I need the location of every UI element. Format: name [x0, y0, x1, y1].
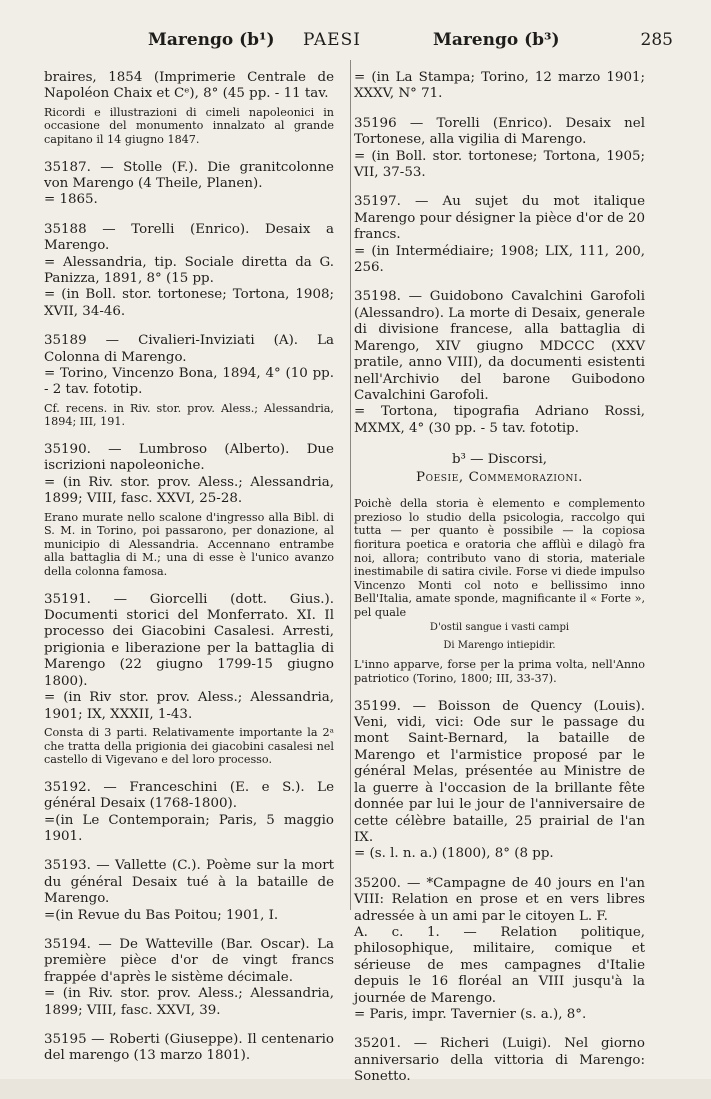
entry-note: Cf. recens. in Riv. stor. prov. Aless.; Alessandria, 1894; III, 191.: [44, 401, 334, 429]
bibliography-entry: [354, 70, 645, 103]
entry-text: 35197. — Au sujet du mot italique Marengo pour désigner la pièce d'or de 20 francs.: [354, 194, 645, 243]
entry-text: 35189 — Civalieri-Inviziati (A). La Colonna di Marengo.: [44, 333, 334, 365]
bibliography-entry: [44, 780, 334, 846]
quote-line: D'ostil sangue i vasti campi: [429, 622, 570, 634]
bibliography-entry: [44, 442, 334, 579]
quote-line: Di Marengo intiepidir.: [443, 640, 556, 652]
bibliography-entry: [354, 876, 645, 1024]
section-intro: Poichè della storia è elemento e complemento prezioso lo studio della psicologia, raccolgo qui tutta — per quanto è possibile — la copiosa fioritura poetica e oratoria che afflùì e dilagò fra noi, allora; contributo vano di storia, materiale inestimabile di satira civile. Forse vi diede impulso Vincenzo Monti col noto e bellissimo inno Bell'Italia, amate sponde, magnificante il « Forte », pel quale: [354, 497, 645, 619]
entry-text: 35188 — Torelli (Enrico). Desaix a Marengo.: [44, 221, 334, 254]
entry-publication: A. c. 1. — Relation politique, philosophique, militaire, comique et sérieuse de mes campagnes d'Italie depuis le 16 floréal an VIII jusqu'à la journée de Marengo.: [354, 924, 645, 1006]
column-divider: [350, 60, 351, 910]
entry-publication: =(in Le Contemporain; Paris, 5 maggio 1901.: [44, 812, 334, 844]
entry-publication: = (in La Stampa; Torino, 12 marzo 1901; XXXV, N° 71.: [354, 70, 645, 102]
bibliography-entry: [354, 1036, 645, 1085]
entry-text: braires, 1854 (Imprimerie Centrale de Napoléon Chaix et Cᵉ), 8° (45 pp. - 11 tav.: [44, 70, 334, 102]
entry-publication: = Alessandria, tip. Sociale diretta da G. Panizza, 1891, 8° (15 pp.: [44, 254, 334, 287]
bibliography-entry: [44, 333, 334, 429]
entry-text: 35198. — Guidobono Cavalchini Garofoli (Alessandro). La morte di Desaix, generale di divisione francese, alla battaglia di Marengo, XIV giugno MDCCC (XXV pratile, anno VIII), da documenti esistenti nell'Archivio del barone Guibodono Cavalchini Garofoli.: [354, 289, 645, 403]
bibliography-entry: [354, 194, 645, 276]
entry-publication: = Torino, Vincenzo Bona, 1894, 4° (10 pp. - 2 tav. fototip.: [44, 366, 334, 398]
right-column: [354, 70, 645, 1099]
entry-text: 35196 — Torelli (Enrico). Desaix nel Tortonese, alla vigilia di Marengo.: [354, 115, 645, 148]
entry-note: Ricordi e illustrazioni di cimeli napoleonici in occasione del monumento innalzato al grande capitano il 14 giugno 1847.: [44, 105, 334, 146]
entry-text: 35200. — *Campagne de 40 jours en l'an VIII: Relation en prose et en vers libres adressée à un ami par le citoyen L. F.: [354, 875, 645, 924]
entry-text: 35199. — Boisson de Quency (Louis). Veni, vidi, vici: Ode sur le passage du mont Saint-Bernard, la bataille de Marengo et l'armistice proposé par le général Melas, présentée au Ministre de la guerre à l'occasion de la brillante fête donnée par lui le jour de l'anniversaire de cette célèbre bataille, 25 prairial de l'an IX.: [354, 698, 645, 845]
entry-text: 35191. — Giorcelli (dott. Gius.). Documenti storici del Monferrato. XI. Il processo dei Giacobini Casalesi. Arresti, prigionia e liberazione per la battaglia di Marengo (22 giugno 1799-15 giugno 1800).: [44, 591, 334, 689]
entry-text: 35193. — Vallette (C.). Poème sur la mort du général Desaix tué à la bataille de Marengo.: [44, 858, 334, 907]
bibliography-entry: [354, 699, 645, 863]
bibliography-entry: [44, 937, 334, 1019]
entry-publication: = (in Boll. stor. tortonese; Tortona, 1905; VII, 37-53.: [354, 148, 645, 181]
entry-text: 35194. — De Watteville (Bar. Oscar). La première pièce d'or de vingt francs frappée d'après le sistème décimale.: [44, 936, 334, 985]
entry-publication: = (in Riv. stor. prov. Aless.; Alessandria, 1899; VIII, fasc. XXVI, 25-28.: [44, 474, 334, 507]
bibliography-entry: [44, 1032, 334, 1065]
entry-text: 35195 — Roberti (Giuseppe). Il centenario del marengo (13 marzo 1801).: [44, 1031, 334, 1064]
header-right-title: Marengo (b³): [433, 30, 560, 50]
entry-text: 35187. — Stolle (F.). Die granitcolonne von Marengo (4 Theile, Planen).: [44, 159, 334, 191]
section-subtitle: Poesie, Commemorazioni.: [416, 470, 583, 486]
bibliography-entry: [44, 592, 334, 767]
entry-publication: = (in Riv stor. prov. Aless.; Alessandria, 1901; IX, XXXII, 1-43.: [44, 690, 334, 722]
bibliography-entry: [354, 289, 645, 437]
bibliography-entry: [44, 858, 334, 924]
entry-publication: =(in Revue du Bas Poitou; 1901, I.: [44, 907, 279, 923]
section-block: [354, 451, 645, 686]
page-number: 285: [640, 30, 673, 50]
entry-publication: = (s. l. n. a.) (1800), 8° (8 pp.: [354, 846, 554, 862]
header-center-title: PAESI: [303, 30, 361, 50]
entry-note: Erano murate nello scalone d'ingresso alla Bibl. di S. M. in Torino, poi passarono, per donazione, al municipio di Alessandria. Accennano entrambe alla battaglia di M.; una di esse è l'unico avanzo della colonna famosa.: [44, 510, 334, 579]
entry-text: 35192. — Franceschini (E. e S.). Le général Desaix (1768-1800).: [44, 779, 334, 812]
entry-publication: = Paris, impr. Tavernier (s. a.), 8°.: [354, 1006, 587, 1022]
header-left-title: Marengo (b¹): [148, 30, 275, 50]
left-column: [44, 70, 334, 1078]
entry-publication: = (in Riv. stor. prov. Aless.; Alessandria, 1899; VIII, fasc. XXVI, 39.: [44, 986, 334, 1018]
entry-text: 35190. — Lumbroso (Alberto). Due iscrizioni napoleoniche.: [44, 442, 334, 474]
bibliography-entry: [44, 222, 334, 320]
bibliography-entry: [44, 70, 334, 147]
entry-publication: = Tortona, tipografia Adriano Rossi, MXMX, 4° (30 pp. - 5 tav. fototip.: [354, 404, 645, 436]
section-title: b³ — Discorsi,: [451, 452, 548, 468]
entry-text: 35201. — Richeri (Luigi). Nel giorno anniversario della vittoria di Marengo: Sonetto.: [354, 1036, 645, 1085]
entry-note: Consta di 3 parti. Relativamente importante la 2ᵃ che tratta della prigionia dei giacobini casalesi nel castello di Vigevano e del loro processo.: [44, 725, 334, 767]
entry-publication: = 1865.: [44, 192, 98, 208]
bibliography-entry: [354, 116, 645, 182]
running-header: [28, 30, 683, 60]
entry-publication: = (in Boll. stor. tortonese; Tortona, 1908; XVII, 34-46.: [44, 287, 334, 319]
bibliography-entry: [44, 160, 334, 209]
entry-publication: = (in Intermédiaire; 1908; LIX, 111, 200, 256.: [354, 243, 645, 276]
section-note: L'inno apparve, forse per la prima volta, nell'Anno patriotico (Torino, 1800; III, 33-37).: [354, 658, 645, 686]
section-heading: [354, 451, 645, 487]
